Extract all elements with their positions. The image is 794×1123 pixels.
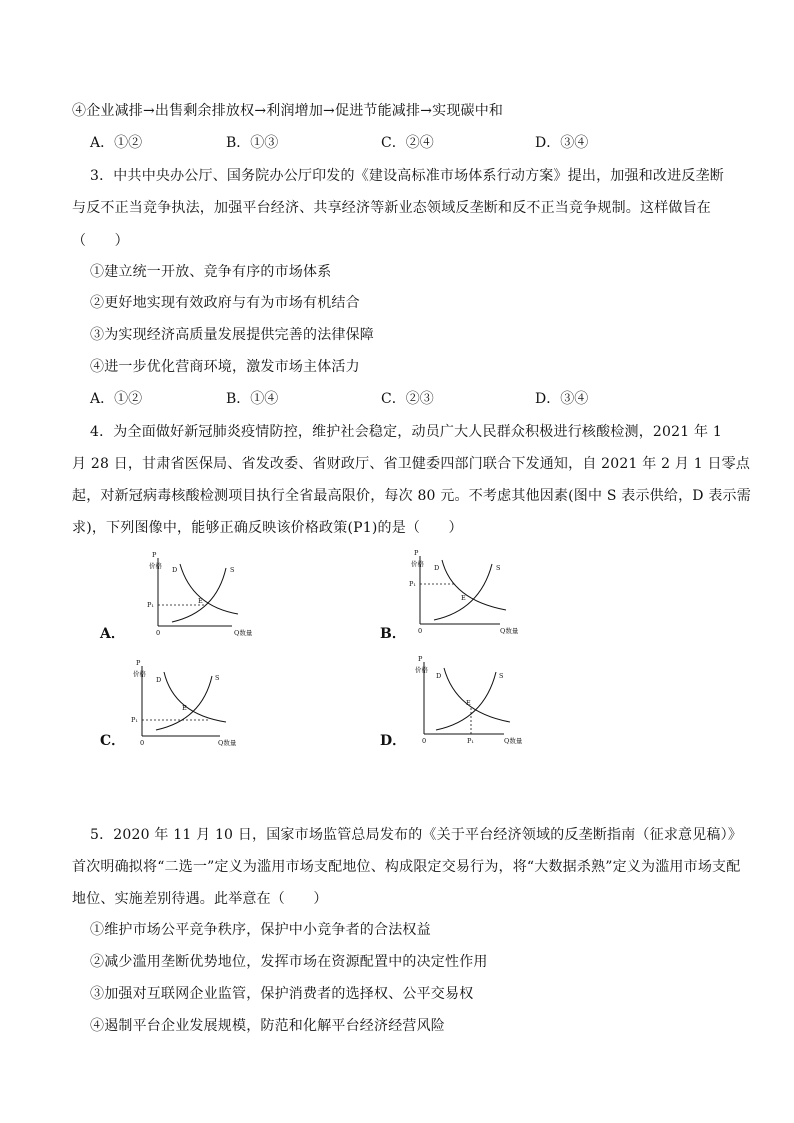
graph-d-s-label: S <box>499 672 504 680</box>
q2-option-a[interactable]: A．①② <box>90 135 143 151</box>
graph-b-d-label: D <box>434 564 440 572</box>
q5-stem-line-2: 首次明确拟将“二选一”定义为滥用市场支配地位、构成限定交易行为，将“大数据杀熟”定义为滥用市场支配 <box>72 859 741 875</box>
graph-b-price-label: 价格 <box>411 560 424 568</box>
graph-b-q-label: Q数量 <box>500 627 519 635</box>
q4-graph-a[interactable] <box>130 548 266 640</box>
graph-c-origin-label: 0 <box>140 739 145 747</box>
q3-option-a[interactable]: A．①② <box>90 391 143 407</box>
graph-d-d-label: D <box>436 672 442 680</box>
graph-c-q-label: Q数量 <box>218 739 237 747</box>
graph-a-s-label: S <box>230 566 235 574</box>
q3-item-3: ③为实现经济高质量发展提供完善的法律保障 <box>90 327 374 343</box>
graph-b-p1-label: P₁ <box>409 580 416 588</box>
q2-option-b[interactable]: B．①③ <box>226 135 279 151</box>
graph-c-s-label: S <box>215 674 220 682</box>
graph-b-e-label: E <box>461 594 466 602</box>
q4-graph-d[interactable] <box>400 654 536 746</box>
q4-option-a-letter[interactable]: A． <box>100 626 125 642</box>
graph-d-q-label: Q数量 <box>504 737 523 745</box>
graph-c-p1-label: P₁ <box>131 716 138 724</box>
graph-d-p-label: P <box>418 655 423 663</box>
q5-stem-line-1: 5．2020 年 11 月 10 日，国家市场监管总局发布的《关于平台经济领域的反垄断指南（征求意见稿）》 <box>90 827 743 843</box>
q4-stem-line-1: 4．为全面做好新冠肺炎疫情防控，维护社会稳定，动员广大人民群众积极进行核酸检测，2021 年 1 <box>90 424 722 440</box>
q3-item-4: ④进一步优化营商环境，激发市场主体活力 <box>90 359 360 375</box>
graph-b-s-label: S <box>496 564 501 572</box>
graph-c-d-label: D <box>156 676 162 684</box>
q5-item-1: ①维护市场公平竞争秩序，保护中小竞争者的合法权益 <box>90 922 431 938</box>
q4-option-b-letter[interactable]: B． <box>380 626 406 642</box>
graph-d-e-label: E <box>466 699 471 707</box>
graph-d-origin-label: 0 <box>422 737 427 745</box>
graph-c-e-label: E <box>182 704 187 712</box>
graph-b-p-label: P <box>414 549 419 557</box>
q3-item-1: ①建立统一开放、竞争有序的市场体系 <box>90 264 332 280</box>
graph-a-p-label: P <box>152 551 157 559</box>
graph-a-supply-curve <box>172 568 226 622</box>
q3-option-d[interactable]: D．③④ <box>535 391 589 407</box>
q2-option-d[interactable]: D．③④ <box>535 135 589 151</box>
q4-graph-c-svg <box>118 658 254 750</box>
q3-stem-line-2: 与反不正当竞争执法，加强平台经济、共享经济等新业态领域反垄断和反不正当竞争规制。这样做旨在 <box>72 200 711 216</box>
q4-graph-b-svg <box>396 548 532 640</box>
q2-option-c[interactable]: C．②④ <box>381 135 434 151</box>
graph-a-origin-label: 0 <box>156 629 161 637</box>
q5-stem-line-3: 地位、实施差别待遇。此举意在（ ） <box>72 891 328 907</box>
q3-option-c[interactable]: C．②③ <box>381 391 434 407</box>
q3-option-b[interactable]: B．①④ <box>226 391 279 407</box>
q4-graph-b[interactable] <box>396 548 532 640</box>
graph-a-d-label: D <box>172 566 178 574</box>
q4-option-d-letter[interactable]: D． <box>380 733 407 749</box>
q4-graph-c[interactable] <box>118 658 254 750</box>
q4-graph-a-svg <box>130 548 266 640</box>
q3-stem-line-1: 3．中共中央办公厅、国务院办公厅印发的《建设高标准市场体系行动方案》提出，加强和改进反垄断 <box>90 168 724 184</box>
q5-item-3: ③加强对互联网企业监管，保护消费者的选择权、公平交易权 <box>90 986 474 1002</box>
q3-item-2: ②更好地实现有效政府与有为市场有机结合 <box>90 295 360 311</box>
graph-a-q-label: Q数量 <box>234 629 253 637</box>
q3-stem-blank: （ ） <box>72 233 129 249</box>
graph-c-p-label: P <box>136 659 141 667</box>
q5-item-2: ②减少滥用垄断优势地位，发挥市场在资源配置中的决定性作用 <box>90 954 488 970</box>
graph-a-p1-label: P₁ <box>147 601 154 609</box>
q4-stem-line-3: 起，对新冠病毒核酸检测项目执行全省最高限价，每次 80 元。不考虑其他因素(图中 S 表示供给，D 表示需 <box>72 488 751 504</box>
graph-a-price-label: 价格 <box>149 562 162 570</box>
q2-item-4: ④企业减排→出售剩余排放权→利润增加→促进节能减排→实现碳中和 <box>72 103 504 119</box>
graph-d-p1-label: P₁ <box>467 737 474 745</box>
graph-a-e-label: E <box>198 597 203 605</box>
graph-d-price-label: 价格 <box>415 666 428 674</box>
q4-graph-d-svg <box>400 654 536 746</box>
graph-b-origin-label: 0 <box>418 627 423 635</box>
graph-c-supply-curve <box>156 676 212 730</box>
graph-c-price-label: 价格 <box>133 670 146 678</box>
q5-item-4: ④遏制平台企业发展规模，防范和化解平台经济经营风险 <box>90 1018 445 1034</box>
q4-option-c-letter[interactable]: C． <box>100 733 126 749</box>
q4-stem-line-2: 月 28 日，甘肃省医保局、省发改委、省财政厅、省卫健委四部门联合下发通知，自 2021 年 2 月 1 日零点 <box>72 456 751 472</box>
q4-stem-line-4: 求)，下列图像中，能够正确反映该价格政策(P1)的是（ ） <box>72 520 463 536</box>
